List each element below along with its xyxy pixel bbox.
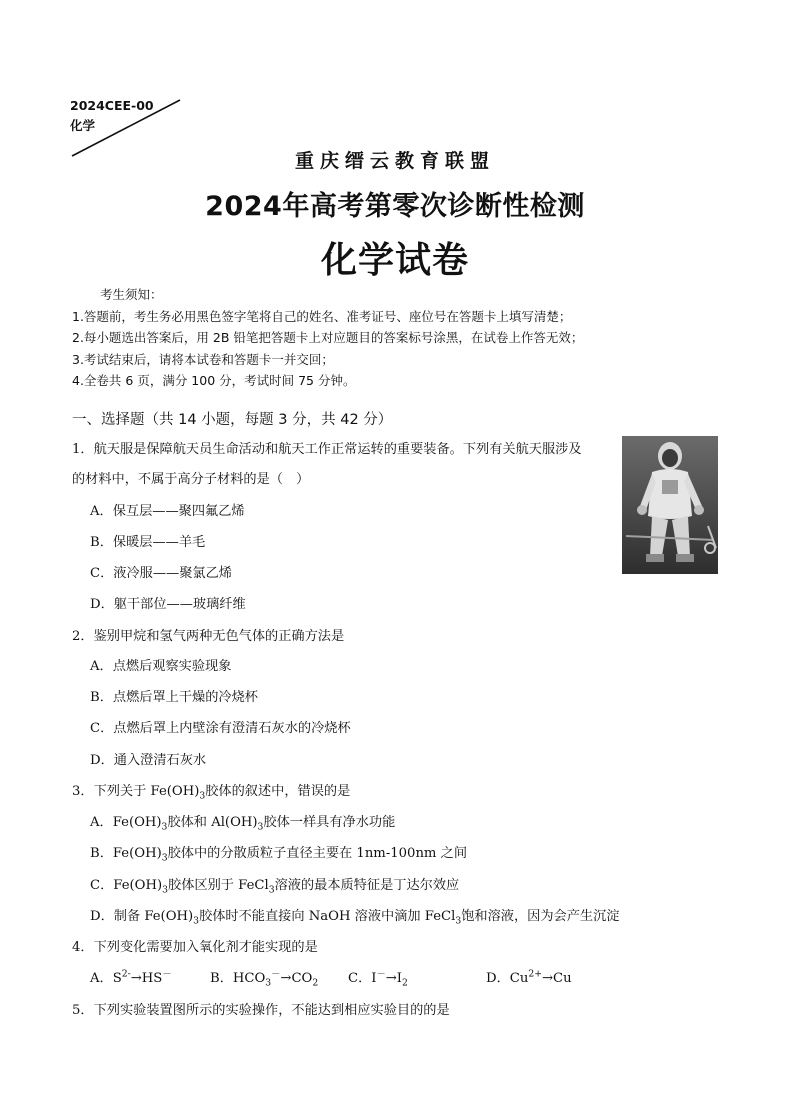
question-4-option-a: A．$S^{2-}\to HS^-$ bbox=[90, 968, 172, 986]
exam-title: 2024年高考第零次诊断性检测 bbox=[205, 191, 585, 222]
exam-code-line1: 2024CEE-00 bbox=[70, 98, 154, 113]
question-3-option-b: B．$Fe(OH)_3$胶体中的分散质粒子直径主要在 1nm-100nm 之间 bbox=[90, 846, 468, 864]
question-1-option-d: D．躯干部位——玻璃纤维 bbox=[90, 597, 246, 612]
exam-code-line2: 化学 bbox=[70, 118, 96, 133]
section-heading: 一、选择题（共 14 小题，每题 3 分，共 42 分） bbox=[72, 412, 393, 428]
question-4-option-b: B．$HCO_3^-\to CO_2$ bbox=[210, 968, 319, 989]
subject-title: 化学试卷 bbox=[320, 240, 469, 281]
exam-notice bbox=[72, 284, 583, 392]
question-4-stem: 4．下列变化需要加入氧化剂才能实现的是 bbox=[72, 940, 318, 955]
question-5-stem: 5．下列实验装置图所示的实验操作，不能达到相应实验目的的是 bbox=[72, 1003, 450, 1018]
astronaut-photo bbox=[622, 436, 718, 574]
question-1-option-a: A．保互层——聚四氟乙烯 bbox=[90, 504, 245, 519]
notice-item: 1.答题前，考生务必用黑色签字笔将自己的姓名、准考证号、座位号在答题卡上填写清楚； bbox=[72, 308, 572, 324]
question-1-stem-line1: 1．航天服是保障航天员生命活动和航天工作正常运转的重要装备。下列有关航天服涉及 bbox=[72, 442, 582, 457]
question-4-option-c: C．$I^-\to I_2$ bbox=[348, 968, 408, 989]
organization-name: 重庆缙云教育联盟 bbox=[294, 150, 495, 172]
notice-item: 2.每小题选出答案后，用 2B 铅笔把答题卡上对应题目的答案标号涂黑，在试卷上作答无效； bbox=[72, 330, 584, 345]
question-2-option-b: B．点燃后罩上干燥的冷烧杯 bbox=[90, 690, 258, 705]
question-2-option-a: A．点燃后观察实验现象 bbox=[90, 659, 232, 674]
question-1-stem-line2: 的材料中，不属于高分子材料的是（ ） bbox=[72, 472, 310, 487]
question-2-stem: 2．鉴别甲烷和氢气两种无色气体的正确方法是 bbox=[72, 629, 345, 644]
question-4-option-d: D．$Cu^{2+}\to Cu$ bbox=[486, 968, 572, 986]
question-3-option-c: C．$Fe(OH)_3$胶体区别于 FeCl$_3$溶液的最本质特征是丁达尔效应 bbox=[90, 878, 460, 896]
question-3-option-d: D．制备 $Fe(OH)_3$胶体时不能直接向 NaOH 溶液中滴加 FeCl$_3$饱和溶液，因为会产生沉淀 bbox=[90, 909, 620, 927]
question-2-option-c: C．点燃后罩上内壁涂有澄清石灰水的冷烧杯 bbox=[90, 721, 351, 736]
notice-heading: 考生须知： bbox=[100, 287, 163, 302]
question-2-option-d: D．通入澄清石灰水 bbox=[90, 753, 207, 768]
question-1-option-b: B．保暖层——羊毛 bbox=[90, 535, 206, 550]
notice-item: 3.考试结束后，请将本试卷和答题卡一并交回； bbox=[72, 351, 334, 367]
notice-item: 4.全卷共 6 页，满分 100 分，考试时间 75 分钟。 bbox=[72, 373, 356, 388]
question-3-option-a: A．$Fe(OH)_3$胶体和 $Al(OH)_3$胶体一样具有净水功能 bbox=[90, 815, 396, 833]
question-1-option-c: C．液冷服——聚氯乙烯 bbox=[90, 566, 232, 581]
question-3-stem: 3．下列关于 $Fe(OH)_3$胶体的叙述中，错误的是 bbox=[72, 784, 351, 802]
